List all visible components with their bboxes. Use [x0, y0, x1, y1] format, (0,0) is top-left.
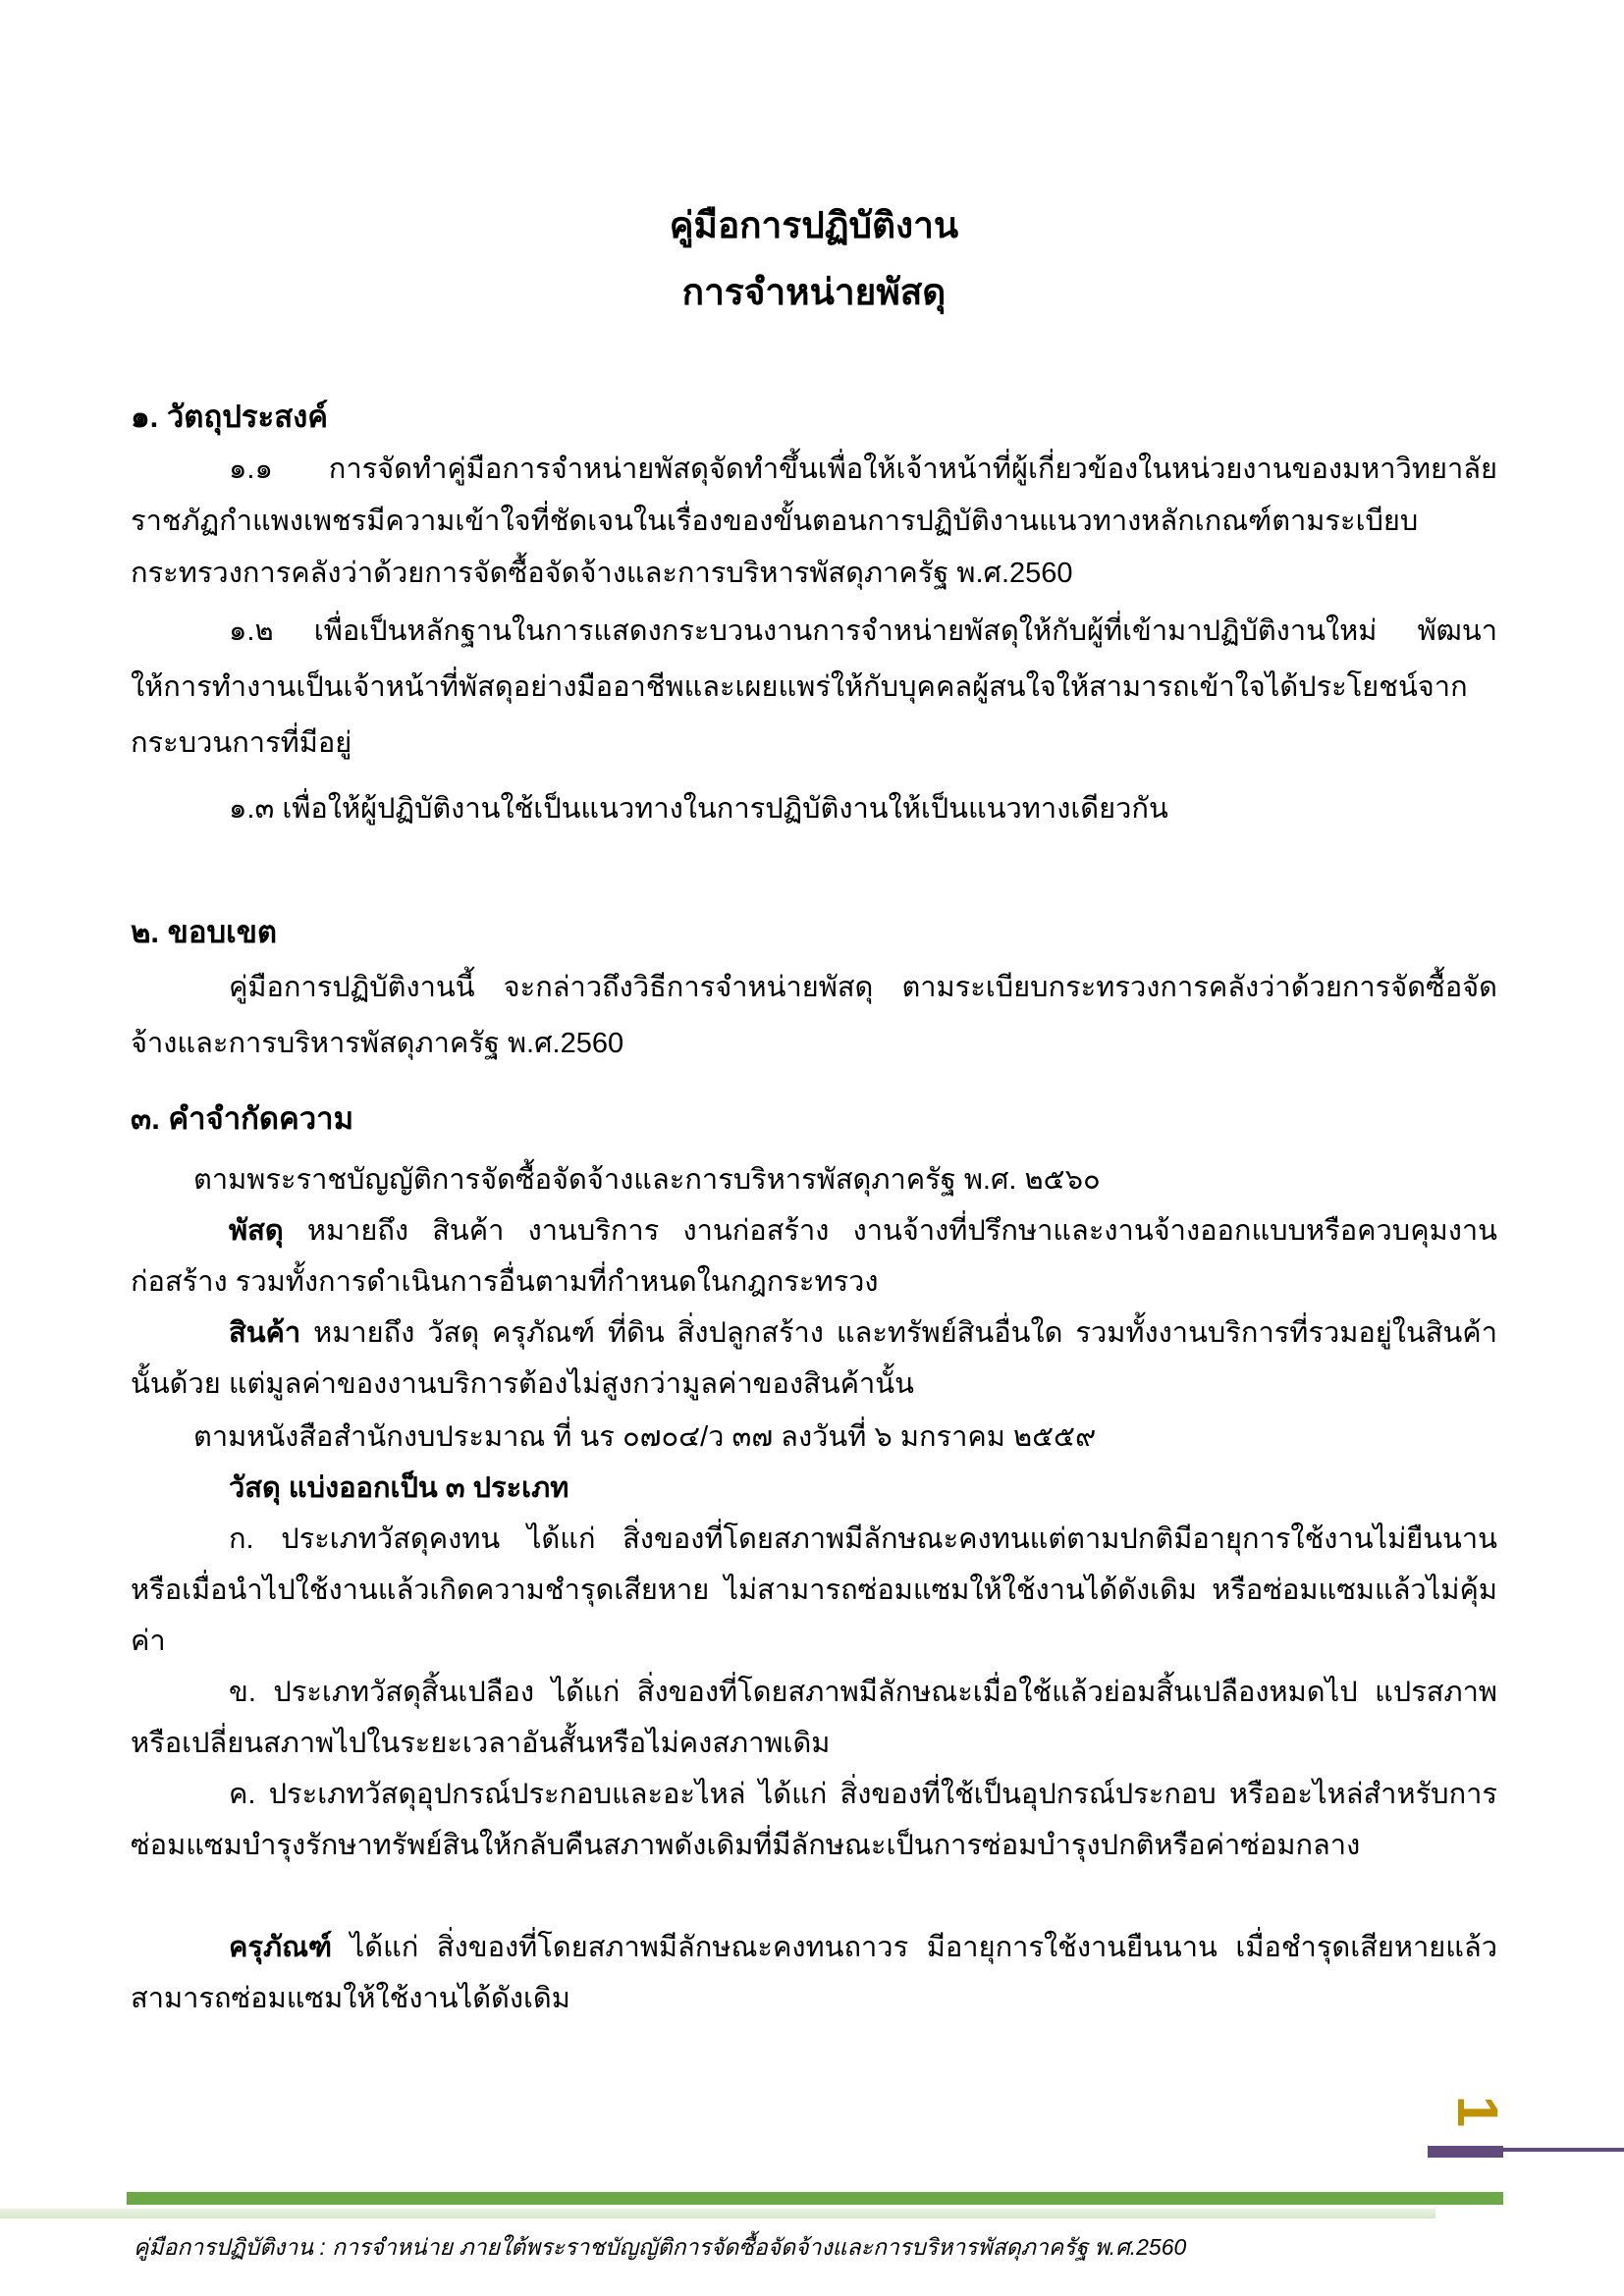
paragraph-definition-sinka: [131, 1308, 1497, 1410]
paragraph-objective-1-2: ๑.๒ เพื่อเป็นหลักฐานในการแสดงกระบวนงานการจำหน่ายพัสดุให้กับผู้ที่เข้ามาปฏิบัติงานใหม่ พัฒนาให้การทำงานเป็นเจ้าหน้าที่พัสดุอย่างมืออาชีพและเผยแพร่ให้กับบุคคลผู้สนใจให้สามารถเข้าใจได้ประโยชน์จากกระบวนการที่มีอยู่: [131, 615, 1497, 759]
definition-passadu-text: หมายถึง สินค้า งานบริการ งานก่อสร้าง งานจ้างที่ปรึกษาและงานจ้างออกแบบหรือควบคุมงานก่อสร้าง รวมทั้งการดำเนินการอื่นตามที่กำหนดในกฎกระทรวง: [131, 1215, 1497, 1298]
document-title-line-2: การจำหน่ายพัสดุ: [681, 272, 947, 312]
footer-light-green-bar: [0, 2209, 1435, 2218]
section-2-heading: ๒. ขอบเขต: [131, 915, 278, 949]
paragraph-objective-1-1: ๑.๑ การจัดทำคู่มือการจำหน่ายพัสดุจัดทำขึ้นเพื่อให้เจ้าหน้าที่ผู้เกี่ยวข้องในหน่วยงานของมหาวิทยาลัยราชภัฏกำแพงเพชรมีความเข้าใจที่ชัดเจนในเรื่องของขั้นตอนการปฏิบัติงานแนวทางหลักเกณฑ์ตามระเบียบกระทรวงการคลังว่าด้วยการจัดซื้อจัดจ้างและการบริหารพัสดุภาครัฐ พ.ศ.2560: [131, 454, 1497, 589]
paragraph-budget-letter: ตามหนังสือสำนักงบประมาณ ที่ นร ๐๗๐๔/ว ๓๗ ลงวันที่ ๖ มกราคม ๒๕๕๙: [193, 1421, 1097, 1453]
heading-wasadu-types: วัสดุ แบ่งออกเป็น ๓ ประเภท: [229, 1472, 569, 1504]
document-title: [131, 192, 1497, 326]
paragraph-material-type-c: ค. ประเภทวัสดุอุปกรณ์ประกอบและอะไหล่ ได้แก่ สิ่งของที่ใช้เป็นอุปกรณ์ประกอบ หรืออะไหล่สำหรับการซ่อมแซมบำรุงรักษาทรัพย์สินให้กลับคืนสภาพดังเดิมที่มีลักษณะเป็นการซ่อมบำรุงปกติหรือค่าซ่อมกลาง: [131, 1779, 1497, 1861]
footer-purple-bar: [1428, 2146, 1503, 2158]
footer-text: คู่มือการปฏิบัติงาน : การจำหน่าย ภายใต้พระราชบัญญัติการจัดซื้อจัดจ้างและการบริหารพัสดุภาครัฐ พ.ศ.2560: [134, 2234, 1187, 2260]
footer-purple-line: [1503, 2148, 1624, 2152]
paragraph-act-reference: ตามพระราชบัญญัติการจัดซื้อจัดจ้างและการบริหารพัสดุภาครัฐ พ.ศ. ๒๕๖๐: [193, 1164, 1101, 1196]
definition-kruphan-text: ได้แก่ สิ่งของที่โดยสภาพมีลักษณะคงทนถาวร มีอายุการใช้งานยืนนาน เมื่อชำรุดเสียหายแล้วสามารถซ่อมแซมให้ใช้งานได้ดังเดิม: [131, 1932, 1497, 2014]
paragraph-material-type-a: ก. ประเภทวัสดุคงทน ได้แก่ สิ่งของที่โดยสภาพมีลักษณะคงทนแต่ตามปกติมีอายุการใช้งานไม่ยืนนาน หรือเมื่อนำไปใช้งานแล้วเกิดความชำรุดเสียหาย ไม่สามารถซ่อมแซมให้ใช้งานได้ดังเดิม หรือซ่อมแซมแล้วไม่คุ้มค่า: [131, 1523, 1497, 1657]
section-3-heading: ๓. คำจำกัดความ: [131, 1101, 354, 1136]
paragraph-definition-kruphan: [131, 1922, 1497, 2024]
paragraph-scope: คู่มือการปฏิบัติงานนี้ จะกล่าวถึงวิธีการจำหน่ายพัสดุ ตามระเบียบกระทรวงการคลังว่าด้วยการจัดซื้อจัดจ้างและการบริหารพัสดุภาครัฐ พ.ศ.2560: [131, 972, 1497, 1059]
paragraph-material-type-b: ข. ประเภทวัสดุสิ้นเปลือง ได้แก่ สิ่งของที่โดยสภาพมีลักษณะเมื่อใช้แล้วย่อมสิ้นเปลืองหมดไป แปรสภาพ หรือเปลี่ยนสภาพไปในระยะเวลาอันสั้นหรือไม่คงสภาพเดิม: [131, 1677, 1497, 1759]
definition-sinka-text: หมายถึง วัสดุ ครุภัณฑ์ ที่ดิน สิ่งปลูกสร้าง และทรัพย์สินอื่นใด รวมทั้งงานบริการที่รวมอยู่ในสินค้านั้นด้วย แต่มูลค่าของงานบริการต้องไม่สูงกว่ามูลค่าของสินค้านั้น: [131, 1317, 1497, 1400]
page-number: 1: [1445, 2095, 1510, 2128]
term-sinka: สินค้า: [229, 1317, 301, 1349]
paragraph-objective-1-3: ๑.๓ เพื่อให้ผู้ปฏิบัติงานใช้เป็นแนวทางในการปฏิบัติงานให้เป็นแนวทางเดียวกัน: [229, 793, 1168, 825]
term-kruphan: ครุภัณฑ์: [229, 1932, 333, 1963]
section-1-heading: ๑. วัตถุประสงค์: [131, 400, 328, 434]
footer-green-bar: [127, 2192, 1503, 2205]
document-title-line-1: คู่มือการปฏิบัติงาน: [669, 205, 959, 245]
paragraph-definition-passadu: [131, 1205, 1497, 1308]
term-passadu: พัสดุ: [229, 1215, 284, 1247]
